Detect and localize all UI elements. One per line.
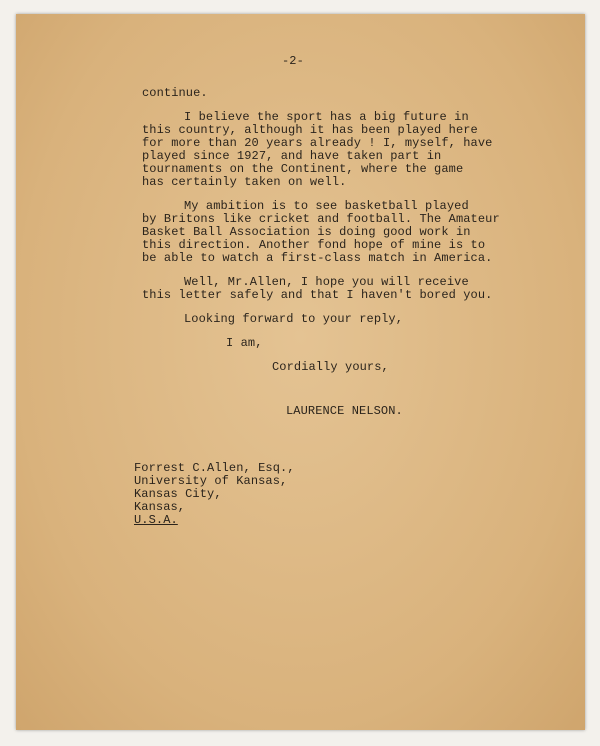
address-line: Forrest C.Allen, Esq.,	[134, 461, 295, 475]
body-line: has certainly taken on well.	[142, 175, 347, 189]
page-number: -2-	[282, 54, 304, 68]
address-line: U.S.A.	[134, 513, 178, 527]
closing-line: I am,	[226, 336, 263, 350]
body-line: played since 1927, and have taken part in	[142, 149, 442, 163]
address-line: University of Kansas,	[134, 474, 288, 488]
body-line: continue.	[142, 86, 208, 100]
body-line: tournaments on the Continent, where the game	[142, 162, 464, 176]
body-line: by Britons like cricket and football. The Amateur	[142, 212, 500, 226]
closing-line: Looking forward to your reply,	[184, 312, 404, 326]
body-line: My ambition is to see basketball played	[184, 199, 469, 213]
body-line: this country, although it has been played here	[142, 123, 478, 137]
body-line: this direction. Another fond hope of mine is to	[142, 238, 486, 252]
body-line: for more than 20 years already ! I, myself, have	[142, 136, 493, 150]
closing-line: Cordially yours,	[272, 360, 389, 374]
signature: LAURENCE NELSON.	[286, 404, 403, 418]
body-line: be able to watch a first-class match in America.	[142, 251, 493, 265]
letter-page	[16, 14, 585, 730]
body-line: this letter safely and that I haven't bored you.	[142, 288, 493, 302]
body-line: Basket Ball Association is doing good work in	[142, 225, 471, 239]
address-line: Kansas,	[134, 500, 186, 514]
address-line: Kansas City,	[134, 487, 222, 501]
body-line: Well, Mr.Allen, I hope you will receive	[184, 275, 469, 289]
body-line: I believe the sport has a big future in	[184, 110, 469, 124]
